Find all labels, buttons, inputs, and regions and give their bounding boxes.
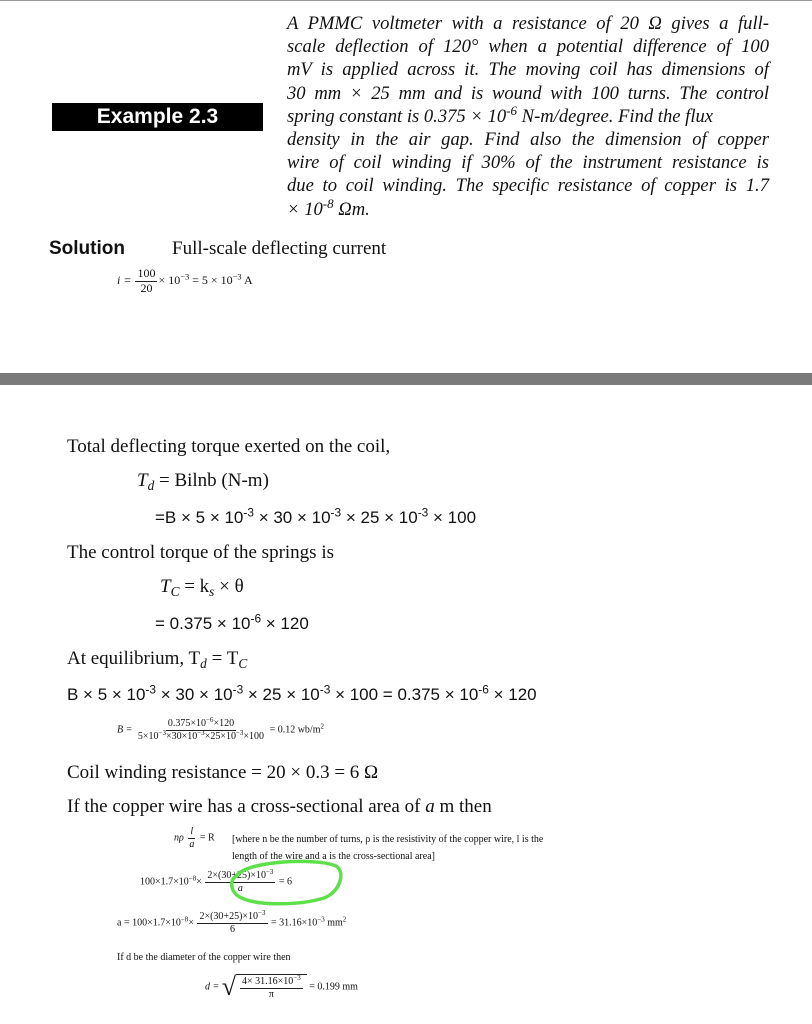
balance-equation: $B \times 5 \times 10^{-3} \times 30 \times 10^{-3} \times 25 \times 10^{-3} \times 100 = 0.375 \times 10^{-6} \times 120$: [67, 682, 537, 704]
formula-note-2: length of the wire and a is the cross-sectional area]: [232, 851, 435, 862]
control-intro: The control torque of the springs is: [67, 542, 335, 563]
page-divider: [0, 373, 812, 385]
problem-line: wire of coil winding if 30% of the instrument resistance is: [287, 152, 769, 174]
tc-formula: $T_C = k_s \times \theta$: [160, 576, 244, 599]
td-formula: $T_d = Bilnb$ (N-m): [137, 470, 269, 493]
top-rule: [0, 0, 812, 1]
problem-statement: [287, 12, 769, 221]
coil-resistance: Coil winding resistance = 20 × 0.3 = 6 Ω: [67, 762, 379, 783]
problem-line: spring constant is $0.375 \times 10^{-6}$ N-m/degree. Find the flux: [287, 102, 714, 127]
problem-line: density in the air gap. Find also the dimension of copper: [287, 129, 769, 151]
problem-line: 30 mm × 25 mm and is wound with 100 turns. The control: [287, 82, 769, 104]
diameter-intro: If d be the diameter of the copper wire then: [117, 952, 291, 963]
problem-line: mV is applied across it. The moving coil has dimensions of: [287, 59, 769, 81]
example-label: Example 2.3: [96, 105, 219, 128]
resistance-formula: nρ $\frac{l}{a}$ = R: [174, 826, 215, 850]
example-badge: [52, 103, 263, 131]
torque-intro: Total deflecting torque exerted on the coil,: [67, 436, 391, 457]
diameter-equation: d = √ $\frac{4\times 31.16\times 10^{-3}}{\pi}$ = 0.199 mm: [205, 972, 358, 1001]
area-intro: If the copper wire has a cross-sectional area of a m then: [67, 796, 492, 817]
b-equation: B = $\frac{0.375\times 10^{-6}\times 120}{5\times 10^{-3}\times 30\times 10^{-3}\times 25\times 10^{-3}\times 100}$ = 0.12 $wb/m^2$: [117, 716, 324, 742]
tc-value: = $0.375 \times 10^{-6} \times 120$: [155, 611, 309, 633]
problem-line: × $10^{-8}$ Ωm.: [287, 195, 370, 220]
solution-intro: Full-scale deflecting current: [172, 238, 387, 259]
substitution-equation: $100\times 1.7\times 10^{-8}\times$ $\frac{2\times(30+25)\times 10^{-3}}{a}$ = 6: [140, 868, 293, 894]
problem-line: due to coil winding. The specific resistance of copper is 1.7: [287, 175, 769, 197]
problem-line: A PMMC voltmeter with a resistance of 20 Ω gives a full-: [287, 13, 769, 34]
area-equation: $a = 100\times 1.7\times 10^{-8}\times$ $\frac{2\times(30+25)\times 10^{-3}}{6}$ = $31.16\times 10^{-3}$ $mm^2$: [117, 909, 347, 935]
equilibrium-line: At equilibrium, $T_d = T_C$: [67, 648, 248, 671]
solution-label: Solution: [49, 238, 125, 259]
current-equation: i = $\frac{100}{20}$ × $10^{-3} = 5 \times 10^{-3}$ A: [117, 266, 253, 295]
formula-note-1: [where n be the number of turns, ρ is the resistivity of the copper wire, l is the: [232, 834, 544, 845]
td-substitution: $=B \times 5 \times 10^{-3} \times 30 \times 10^{-3} \times 25 \times 10^{-3} \times 100$: [155, 505, 477, 527]
green-highlight-annotation: [228, 858, 348, 908]
problem-line: scale deflection of 120° when a potential difference of 100: [287, 36, 769, 58]
